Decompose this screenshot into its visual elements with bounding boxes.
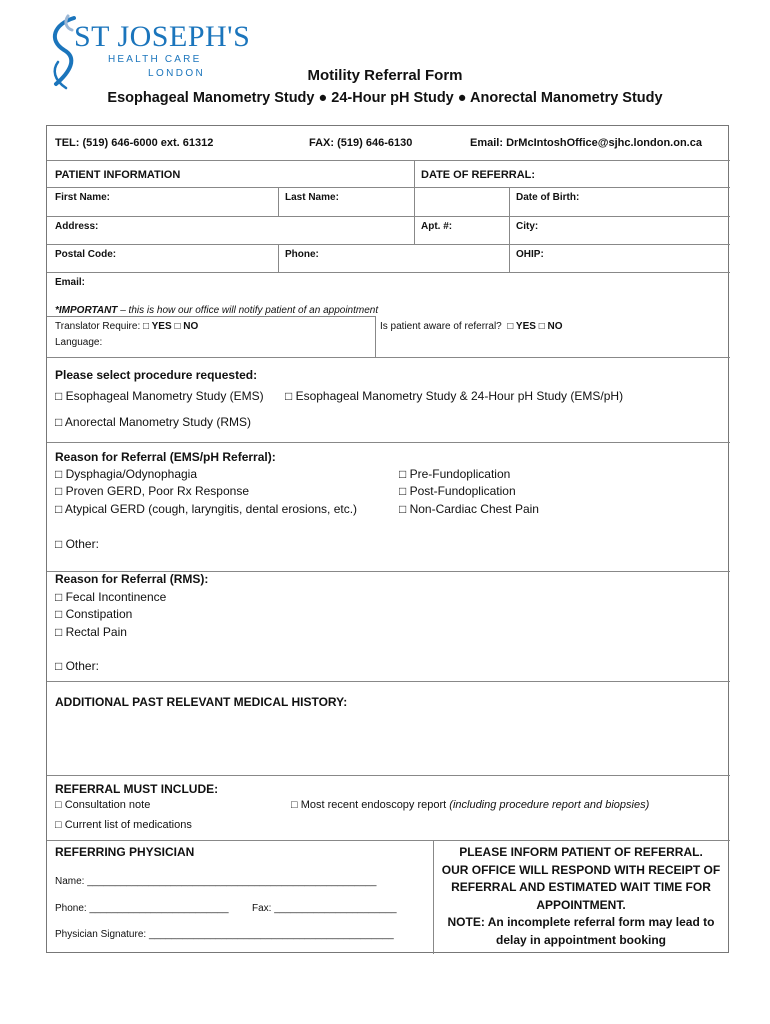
referring-physician-title: REFERRING PHYSICIAN (55, 845, 195, 859)
ems-other-checkbox[interactable]: □ Other: (55, 537, 99, 551)
consultation-note-checkbox[interactable]: □ Consultation note (55, 799, 151, 811)
form-subtitle: Esophageal Manometry Study ● 24-Hour pH Study ● Anorectal Manometry Study (107, 90, 663, 106)
aware-yes-checkbox[interactable]: □ YES (507, 321, 536, 332)
address-field[interactable]: Address: (55, 221, 99, 232)
translator-row: Translator Require: □ YES □ NO (55, 321, 199, 332)
form-title: Motility Referral Form (307, 67, 463, 84)
patient-info-title: PATIENT INFORMATION (55, 169, 181, 181)
constipation-checkbox[interactable]: □ Constipation (55, 607, 133, 621)
logo-brand-name: ST JOSEPH'S (74, 20, 251, 53)
city-field[interactable]: City: (516, 221, 539, 232)
date-of-birth-field[interactable]: Date of Birth: (516, 192, 580, 203)
medications-list-checkbox[interactable]: □ Current list of medications (55, 819, 192, 831)
medical-history-field[interactable]: ADDITIONAL PAST RELEVANT MEDICAL HISTORY: (55, 695, 348, 709)
office-email: Email: DrMcIntoshOffice@sjhc.london.on.ca (470, 137, 702, 149)
physician-signature-field[interactable]: Physician Signature: ____________________________________________ (55, 929, 394, 940)
referral-notice: PLEASE INFORM PATIENT OF REFERRAL. OUR OFFICE WILL RESPOND WITH RECEIPT OF REFERRAL AND ESTIMATED WAIT TIME FOR APPOINTMENT. NOTE: An incomplete referral form may lead to delay in appointment booking (441, 845, 721, 947)
language-field[interactable]: Language: (55, 337, 103, 348)
ohip-field[interactable]: OHIP: (516, 249, 544, 260)
ems-checkbox[interactable]: □ Esophageal Manometry Study (EMS) (55, 389, 264, 403)
must-include-title: REFERRAL MUST INCLUDE: (55, 782, 219, 796)
fecal-incontinence-checkbox[interactable]: □ Fecal Incontinence (55, 590, 167, 604)
proven-gerd-checkbox[interactable]: □ Proven GERD, Poor Rx Response (55, 484, 249, 498)
fax-number: FAX: (519) 646-6130 (309, 137, 413, 149)
postal-code-field[interactable]: Postal Code: (55, 249, 117, 260)
atypical-gerd-checkbox[interactable]: □ Atypical GERD (cough, laryngitis, dental erosions, etc.) (55, 502, 358, 516)
rms-other-checkbox[interactable]: □ Other: (55, 659, 99, 673)
physician-fax-field[interactable]: Fax: ______________________ (252, 903, 397, 914)
physician-phone-field[interactable]: Phone: _________________________ (55, 903, 229, 914)
translator-no-checkbox[interactable]: □ NO (174, 321, 199, 332)
reason-rms-title: Reason for Referral (RMS): (55, 572, 209, 586)
apt-field[interactable]: Apt. #: (421, 221, 453, 232)
physician-name-field[interactable]: Name: ____________________________________________________ (55, 876, 377, 887)
date-of-referral-field[interactable]: DATE OF REFERRAL: (421, 169, 536, 181)
translator-yes-checkbox[interactable]: □ YES (143, 321, 172, 332)
phone-field[interactable]: Phone: (285, 249, 319, 260)
dysphagia-checkbox[interactable]: □ Dysphagia/Odynophagia (55, 467, 198, 481)
first-name-field[interactable]: First Name: (55, 192, 111, 203)
aware-row: Is patient aware of referral? □ YES □ NO (380, 321, 563, 332)
logo-health-care: HEALTH CARE (108, 54, 202, 65)
procedure-title: Please select procedure requested: (55, 368, 258, 382)
rms-checkbox[interactable]: □ Anorectal Manometry Study (RMS) (55, 415, 251, 429)
logo-london: LONDON (148, 68, 206, 79)
endoscopy-report-checkbox[interactable]: □ Most recent endoscopy report (including procedure report and biopsies) (291, 799, 650, 811)
tel-number: TEL: (519) 646-6000 ext. 61312 (55, 137, 214, 149)
post-fundoplication-checkbox[interactable]: □ Post-Fundoplication (399, 484, 516, 498)
last-name-field[interactable]: Last Name: (285, 192, 339, 203)
reason-ems-title: Reason for Referral (EMS/pH Referral): (55, 450, 276, 464)
rectal-pain-checkbox[interactable]: □ Rectal Pain (55, 625, 127, 639)
email-field[interactable]: Email: (55, 277, 86, 288)
important-note: *IMPORTANT – this is how our office will notify patient of an appointment (55, 305, 379, 316)
aware-no-checkbox[interactable]: □ NO (538, 321, 563, 332)
non-cardiac-chest-pain-checkbox[interactable]: □ Non-Cardiac Chest Pain (399, 502, 539, 516)
ems-ph-checkbox[interactable]: □ Esophageal Manometry Study & 24-Hour pH Study (EMS/pH) (285, 389, 624, 403)
referral-form (46, 125, 729, 953)
pre-fundoplication-checkbox[interactable]: □ Pre-Fundoplication (399, 467, 511, 481)
